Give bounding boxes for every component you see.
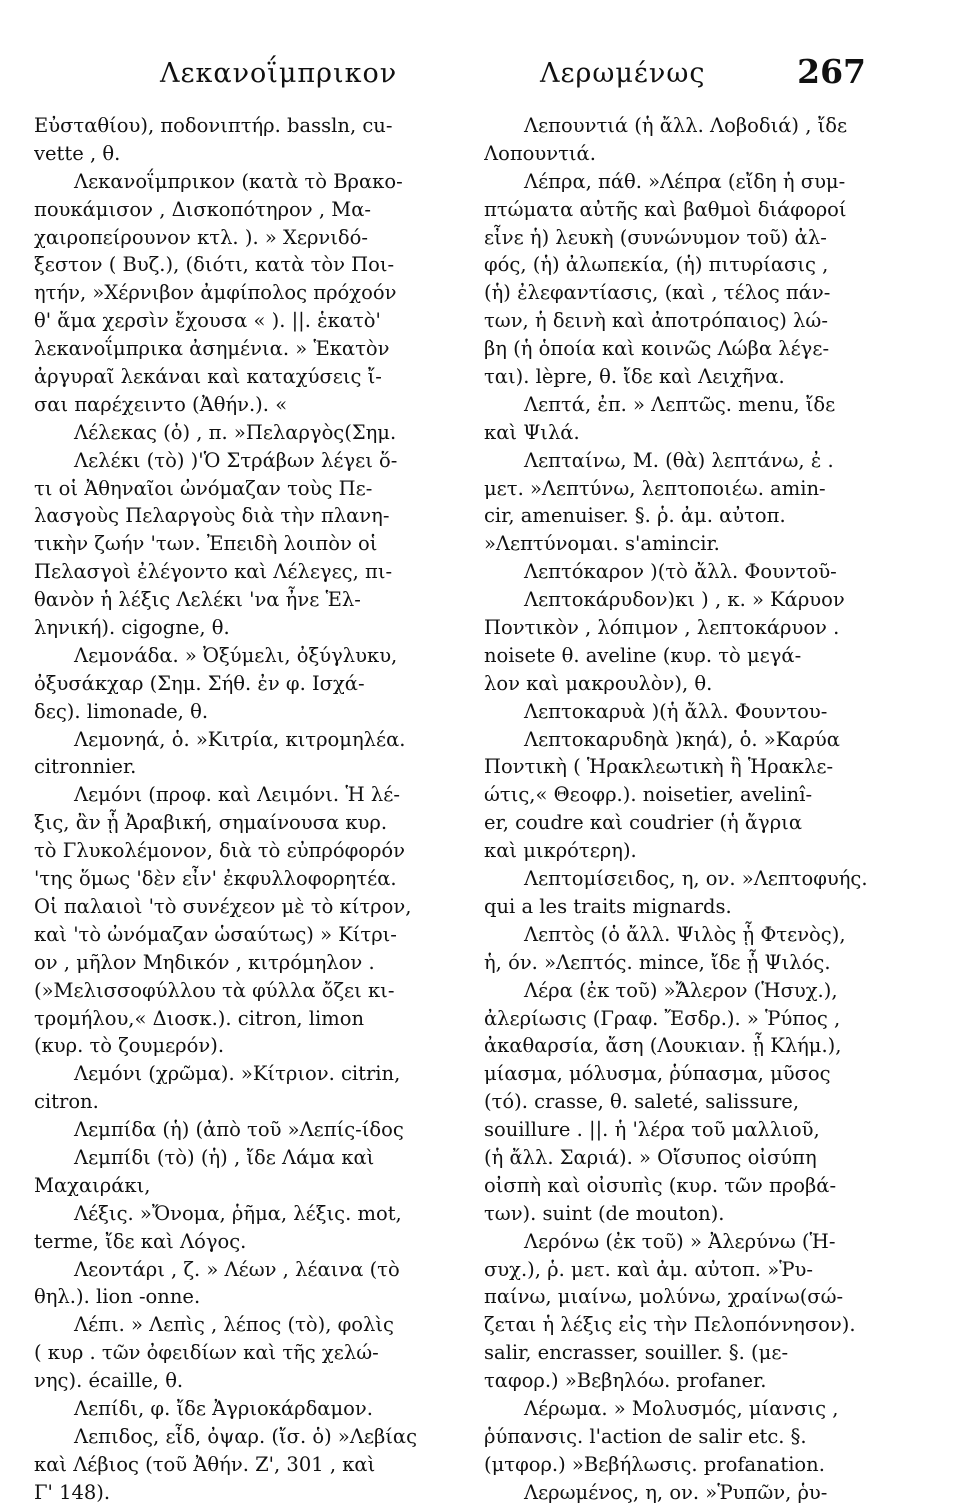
text-line: Γ' 148). bbox=[34, 1480, 111, 1504]
text-line: ητήν, »Χέρνιβον ἀμφίπολος πρόχοόν bbox=[34, 281, 397, 305]
text-line: Λεπιδος, εἶδ, ὀψαρ. (ἴσ. ὁ) »Λεβίας bbox=[74, 1424, 418, 1448]
text-line: Λεπτοκαρυὰ )(ἡ ἄλλ. Φουντου- bbox=[524, 699, 828, 723]
text-line: citron. bbox=[34, 1090, 99, 1114]
text-line: vette , θ. bbox=[34, 141, 121, 165]
text-line: Ποντικὴ ( Ἡρακλεωτικὴ ἢ Ἡρακλε- bbox=[484, 755, 834, 779]
text-line: Πελασγοὶ ἐλέγοντο καὶ Λέλεγες, πι- bbox=[34, 560, 393, 584]
text-line: ται). lèpre, θ. ἴδε καὶ Λειχῆνα. bbox=[484, 365, 785, 389]
text-line: (κυρ. τὸ ζουμερόν). bbox=[34, 1034, 225, 1058]
text-line: καὶ μικρότερη). bbox=[484, 839, 637, 863]
text-line: Λέλεκας (ὁ) , π. »Πελαργὸς(Σημ. bbox=[74, 420, 397, 444]
text-line: Λοπουντιά. bbox=[484, 141, 596, 165]
text-line: ( κυρ . τῶν ὀφειδίων καὶ τῆς χελώ- bbox=[34, 1341, 379, 1365]
text-line: Λεμπίδα (ἡ) (ἀπὸ τοῦ »Λεπίς-ίδος bbox=[74, 1118, 404, 1142]
text-line: χαιροπείρουνον κτλ. ). » Χερνιδό- bbox=[34, 225, 368, 249]
text-line: συχ.), ῥ. μετ. καὶ ἀμ. αὐτοπ. »Ῥυ- bbox=[484, 1257, 813, 1281]
text-line: τὸ Γλυκολέμονον, διὰ τὸ εὐπρόφορόν bbox=[34, 839, 406, 863]
text-line: 'της ὅμως 'δὲν εἶν' ἐκφυλλοφορητέα. bbox=[34, 867, 397, 891]
text-line: παίνω, μιαίνω, μολύνω, χραίνω(σώ- bbox=[484, 1285, 844, 1309]
text-line: Λεπτοκάρυδον)κι ) , κ. » Κάρυον bbox=[524, 588, 845, 612]
text-line: δες). limonade, θ. bbox=[34, 699, 209, 723]
text-line: ἀργυραῖ λεκάναι καὶ καταχύσεις ἴ- bbox=[34, 365, 382, 389]
text-line: θηλ.). lion -onne. bbox=[34, 1285, 201, 1309]
text-line: ἡ, όν. »Λεπτός. mince, ἴδε ᾗ Ψιλός. bbox=[484, 950, 831, 974]
text-line: terme, ἴδε καὶ Λόγος. bbox=[34, 1229, 247, 1253]
text-line: Οἱ παλαιοὶ 'τὸ συνέχεον μὲ τὸ κίτρον, bbox=[34, 894, 412, 918]
text-line: καὶ Ψιλά. bbox=[484, 420, 580, 444]
text-line: Λεπτόκαρον )(τὸ ἄλλ. Φουντοῦ- bbox=[524, 560, 837, 584]
text-line: cir, amenuiser. §. ῥ. ἀμ. αὐτοπ. bbox=[484, 504, 786, 528]
text-line: salir, encrasser, souiller. §. (με- bbox=[484, 1341, 789, 1365]
text-line: citronnier. bbox=[34, 755, 137, 779]
text-line: Λεμόνι (χρῶμα). »Κίτριον. citrin, bbox=[74, 1062, 401, 1086]
left-column bbox=[34, 112, 434, 1507]
text-line: τι οἱ Ἀθηναῖοι ὠνόμαζαν τοὺς Πε- bbox=[34, 476, 373, 500]
text-line: Εὐσταθίου), ποδονιπτήρ. bassln, cu- bbox=[34, 114, 393, 137]
text-line: (μτφορ.) »Βεβήλωσις. profanation. bbox=[484, 1452, 825, 1476]
text-line: των, ἡ δεινὴ καὶ ἀποτρόπαιος) λώ- bbox=[484, 309, 828, 333]
text-line: »Λεπτύνομαι. s'amincir. bbox=[484, 532, 720, 556]
text-line: (ἡ ἄλλ. Σαριά). » Οἴσυπος οἰσύπη bbox=[484, 1145, 817, 1169]
text-line: Λεμόνι (προφ. καὶ Λειμόνι. Ἡ λέ- bbox=[74, 783, 400, 807]
text-line: Λερωμένος, η, ον. »Ῥυπῶν, ῥυ- bbox=[524, 1480, 828, 1504]
right-column bbox=[484, 112, 884, 1507]
text-line: ξεστον ( Βυζ.), (διότι, κατὰ τὸν Ποι- bbox=[34, 253, 395, 277]
text-line: Λέπι. » Λεπὶς , λέπος (τὸ), φολὶς bbox=[74, 1313, 394, 1337]
text-line: μετ. »Λεπτύνω, λεπτοποιέω. amin- bbox=[484, 476, 826, 500]
text-line: ἀλερίωσις (Γραφ. Ἔσδρ.). » Ῥύπος , bbox=[484, 1006, 841, 1030]
text-line: τικὴν ζωήν 'των. Ἐπειδὴ λοιπὸν οἱ bbox=[34, 532, 378, 556]
text-line: ληνική). cigogne, θ. bbox=[34, 616, 230, 640]
text-line: Λέπρα, πάθ. »Λέπρα (εἴδη ἡ συμ- bbox=[524, 169, 846, 193]
text-line: οἰσπὴ καὶ οἰσυπὶς (κυρ. τῶν προβά- bbox=[484, 1173, 837, 1197]
text-line: νης). écaille, θ. bbox=[34, 1369, 184, 1393]
text-line: Λεμπίδι (τὸ) (ἡ) , ἴδε Λάμα καὶ bbox=[74, 1145, 375, 1169]
text-line: θανὸν ἡ λέξις Λελέκι 'να ἦνε Ἑλ- bbox=[34, 588, 361, 612]
page-number: 267 bbox=[797, 52, 866, 91]
text-line: των). suint (de mouton). bbox=[484, 1201, 725, 1225]
text-line: er, coudre καὶ coudrier (ἡ ἄγρια bbox=[484, 811, 802, 835]
text-line: Λελέκι (τὸ) )'Ὁ Στράβων λέγει ὅ- bbox=[74, 448, 398, 472]
text-line: (»Μελισσοφύλλου τὰ φύλλα ὄζει κι- bbox=[34, 978, 395, 1002]
running-header bbox=[0, 50, 970, 100]
text-line: σαι παρέχειντο (Ἀθήν.). « bbox=[34, 392, 288, 416]
text-line: Λεπταίνω, Μ. (θὰ) λεπτάνω, ἐ . bbox=[524, 448, 834, 472]
text-line: ξις, ἂν ᾗ Ἀραβική, σημαίνουσα κυρ. bbox=[34, 811, 388, 835]
text-line: ταφορ.) »Βεβηλόω. profaner. bbox=[484, 1369, 767, 1393]
text-line: Λέξις. »Ὄνομα, ῥῆμα, λέξις. mot, bbox=[74, 1201, 402, 1225]
header-right-word: Λερωμένως bbox=[540, 58, 706, 89]
text-line: εἶνε ἡ) λευκὴ (συνώνυμον τοῦ) ἀλ- bbox=[484, 225, 827, 249]
text-line: μίασμα, μόλυσμα, ῥύπασμα, μῦσος bbox=[484, 1062, 831, 1086]
text-line: τρομήλου,« Διοσκ.). citron, limon bbox=[34, 1006, 365, 1030]
text-line: πουκάμισον , Δισκοπότηρον , Μα- bbox=[34, 197, 371, 221]
text-line: ἀκαθαρσία, ἄση (Λουκιαν. ᾗ Κλήμ.), bbox=[484, 1034, 842, 1058]
text-line: noisete θ. aveline (κυρ. τὸ μεγά- bbox=[484, 643, 802, 667]
text-line: Λέρα (ἐκ τοῦ) »Ἄλερον (Ἡσυχ.), bbox=[524, 978, 838, 1002]
text-line: θ' ἅμα χερσὶν ἔχουσα « ). ||. ἑκατὸ' bbox=[34, 309, 381, 333]
text-line: καὶ 'τὸ ὠνόμαζαν ὡσαύτως) » Κίτρι- bbox=[34, 922, 397, 946]
text-line: Λεπτὸς (ὁ ἄλλ. Ψιλὸς ᾗ Φτενὸς), bbox=[524, 922, 846, 946]
text-line: Λεκανοΐμπρικον (κατὰ τὸ Βρακο- bbox=[74, 169, 403, 193]
text-line: φός, (ἡ) ἀλωπεκία, (ἡ) πιτυρίασις , bbox=[484, 253, 829, 277]
header-left-word: Λεκανοΐμπρικον bbox=[160, 58, 398, 89]
text-line: Λεμονηά, ὁ. »Κιτρία, κιτρομηλέα. bbox=[74, 727, 406, 751]
text-line: Λεμονάδα. » Ὀξύμελι, ὀξύγλυκυ, bbox=[74, 643, 398, 667]
text-line: ον , μῆλον Μηδικόν , κιτρόμηλον . bbox=[34, 950, 375, 974]
text-line: Λεπτομίσειδος, η, ον. »Λεπτοφυής. bbox=[524, 867, 868, 891]
text-line: (τό). crasse, θ. saleté, salissure, bbox=[484, 1090, 800, 1114]
text-line: ῥύπανσις. l'action de salir etc. §. bbox=[484, 1424, 807, 1448]
text-line: (ἡ) ἐλεφαντίασις, (καὶ , τέλος πάν- bbox=[484, 281, 831, 305]
text-line: Λεπτά, ἐπ. » Λεπτῶς. menu, ἴδε bbox=[524, 392, 836, 416]
text-line: λεκανοΐμπρικα ἀσημένια. » Ἑκατὸν bbox=[34, 337, 390, 361]
text-line: Λεπουντιά (ἡ ἄλλ. Λοβοδιά) , ἴδε bbox=[524, 114, 848, 137]
text-line: Λέρωμα. » Μολυσμός, μίανσις , bbox=[524, 1396, 839, 1420]
text-line: ὀξυσάκχαρ (Σημ. Σήθ. ἐν φ. Ισχά- bbox=[34, 671, 365, 695]
text-line: Λερόνω (ἐκ τοῦ) » Ἀλερύνω (Ἡ- bbox=[524, 1229, 836, 1253]
text-line: souillure . ||. ἡ 'λέρα τοῦ μαλλιοῦ, bbox=[484, 1118, 820, 1142]
text-line: λασγοὺς Πελαργοὺς διὰ τὴν πλανη- bbox=[34, 504, 390, 528]
text-line: βη (ἡ ὁποία καὶ κοινῶς Λώβα λέγε- bbox=[484, 337, 830, 361]
text-line: Ποντικὸν , λόπιμον , λεπτοκάρυον . bbox=[484, 616, 840, 640]
text-line: Λεπίδι, φ. ἴδε Ἀγριοκάρδαμον. bbox=[74, 1396, 373, 1420]
text-line: Λεοντάρι , ζ. » Λέων , λέαινα (τὸ bbox=[74, 1257, 400, 1281]
text-line: Μαχαιράκι, bbox=[34, 1173, 151, 1197]
text-line: ζεται ἡ λέξις εἰς τὴν Πελοπόννησον). bbox=[484, 1313, 856, 1337]
text-line: λον καὶ μακρουλὸν), θ. bbox=[484, 671, 713, 695]
text-line: πτώματα αὐτῆς καὶ βαθμοὶ διάφοροί bbox=[484, 197, 847, 221]
text-line: ώτις,« Θεοφρ.). noisetier, avelinî- bbox=[484, 783, 813, 807]
text-line: qui a les traits mignards. bbox=[484, 894, 732, 918]
text-line: καὶ Λέβιος (τοῦ Ἀθήν. Ζ', 301 , καὶ bbox=[34, 1452, 376, 1476]
text-line: Λεπτοκαρυδηὰ )κηά), ὁ. »Καρύα bbox=[524, 727, 840, 751]
